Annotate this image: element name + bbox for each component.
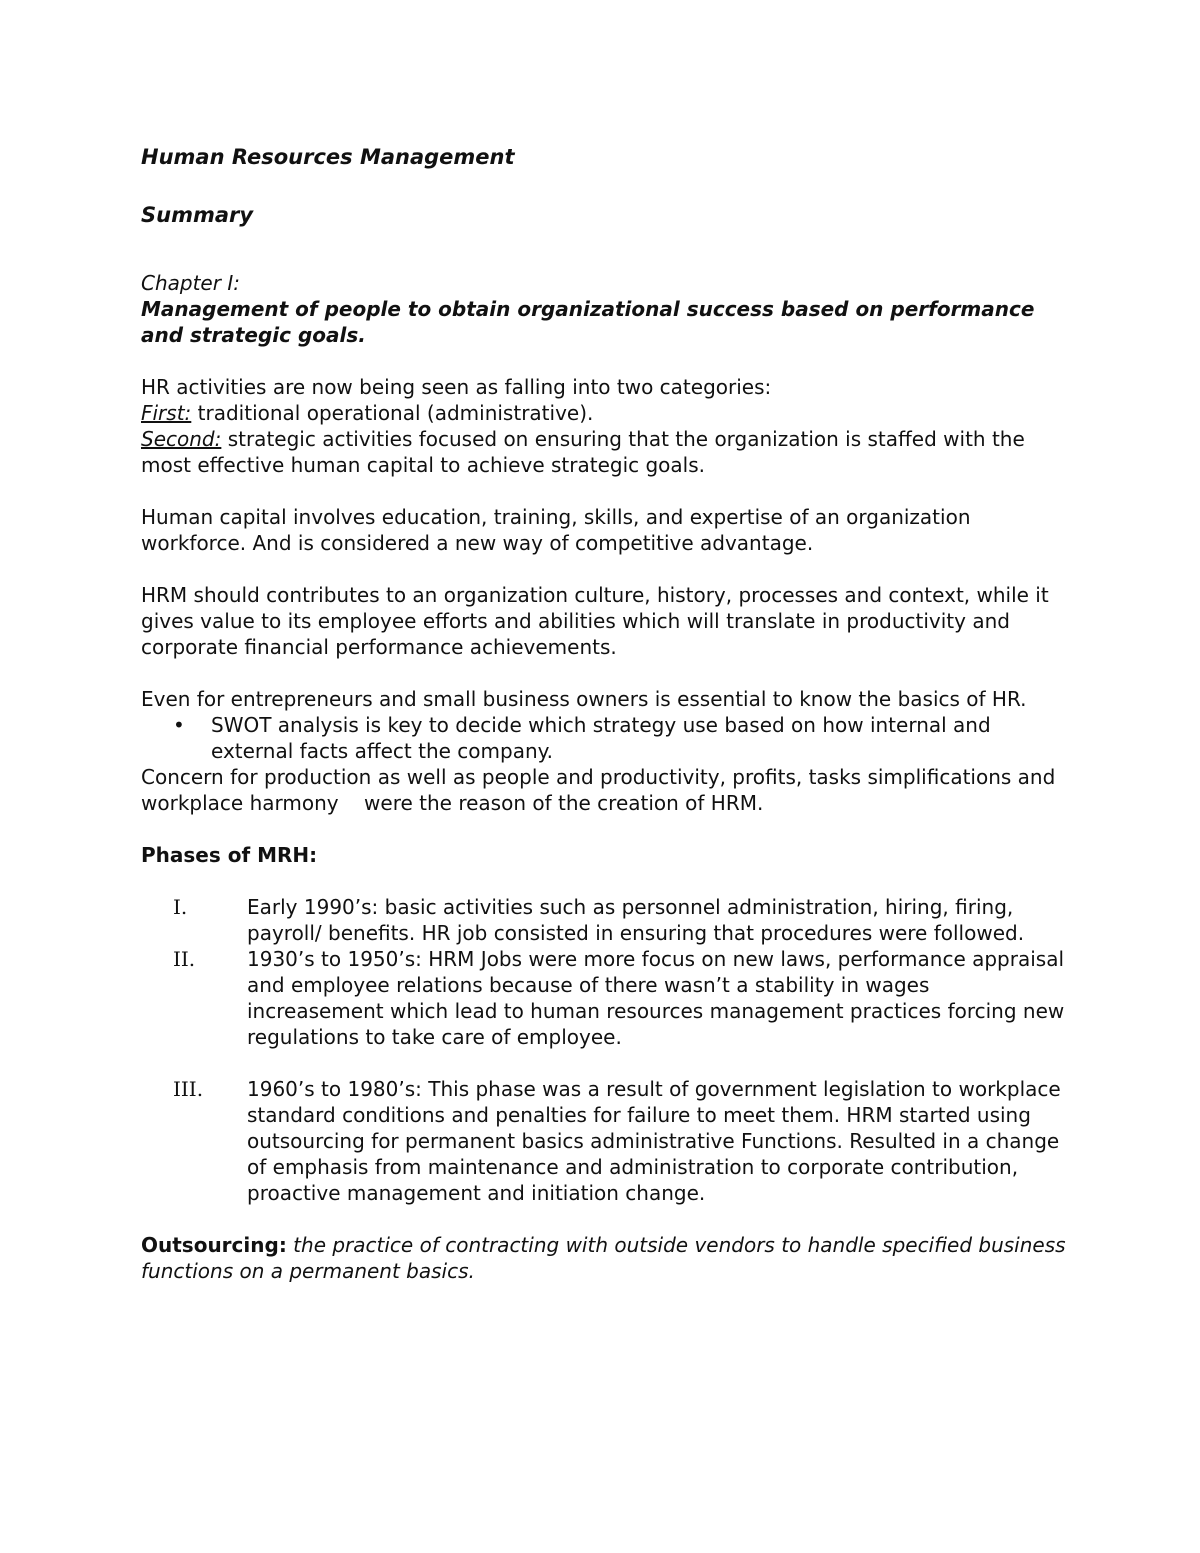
definition-text: the practice of contracting with outside vendors to handle specified business functions on a permanent basics. <box>141 1233 1066 1283</box>
concern-paragraph: Concern for production as well as people and productivity, profits, tasks simplifications and workplace harmony were the reason of the creation of HRM. <box>141 765 1062 815</box>
document-title: Human Resources Management <box>141 145 515 169</box>
hr-activities-intro: HR activities are now being seen as falling into two categories: <box>141 375 772 399</box>
phase-number: I. <box>173 895 188 919</box>
phases-heading: Phases of MRH: <box>141 843 318 867</box>
summary-heading: Summary <box>141 203 254 227</box>
entrepreneurs-paragraph: Even for entrepreneurs and small business owners is essential to know the basics of HR. <box>141 687 1027 711</box>
phase-text: Early 1990’s: basic activities such as personnel administration, hiring, firing, payroll/ benefits. HR job consisted in ensuring that procedures were followed. <box>247 895 1025 945</box>
first-label: First: <box>141 401 192 425</box>
definition-term: Outsourcing: <box>141 1233 287 1257</box>
human-capital-paragraph: Human capital involves education, training, skills, and expertise of an organization workforce. And is considered a new way of competitive advantage. <box>141 505 971 555</box>
list-item <box>141 894 1071 946</box>
bullet-icon: • <box>173 713 185 737</box>
list-item <box>173 712 1071 764</box>
document-page <box>141 142 1071 1284</box>
outsourcing-definition <box>141 1232 1071 1284</box>
second-text: strategic activities focused on ensuring that the organization is staffed with the most effective human capital to achieve strategic goals. <box>141 427 1025 477</box>
first-text: traditional operational (administrative). <box>191 401 594 425</box>
bullet-text: SWOT analysis is key to decide which strategy use based on how internal and external facts affect the company. <box>211 713 991 763</box>
hr-activities-first <box>141 400 1071 426</box>
bullet-list <box>141 712 1071 764</box>
phase-text: 1930’s to 1950’s: HRM Jobs were more focus on new laws, performance appraisal and employee relations because of there wasn’t a stability in wages increasement which lead to human resources management practices forcing new regulations to take care of employee. <box>247 947 1065 1049</box>
chapter-subtitle: Management of people to obtain organizational success based on performance and strategic goals. <box>141 297 1035 347</box>
phase-text: 1960’s to 1980’s: This phase was a result of government legislation to workplace standard conditions and penalties for failure to meet them. HRM started using outsourcing for permanent basics administrative Functions. Resulted in a change of emphasis from maintenance and administration to corporate contribution, proactive management and initiation change. <box>247 1077 1061 1205</box>
chapter-label: Chapter I: <box>141 271 240 295</box>
hrm-contributes-paragraph: HRM should contributes to an organization culture, history, processes and context, while it gives value to its employee efforts and abilities which will translate in productivity and corporate financial performance achievements. <box>141 583 1049 659</box>
hr-activities-second <box>141 426 1071 478</box>
phase-number: III. <box>173 1077 204 1101</box>
second-label: Second: <box>141 427 222 451</box>
phases-list <box>141 894 1071 1206</box>
list-item <box>141 1076 1071 1206</box>
phase-number: II. <box>173 947 196 971</box>
list-item <box>141 946 1071 1050</box>
hr-activities-block <box>141 374 1071 478</box>
